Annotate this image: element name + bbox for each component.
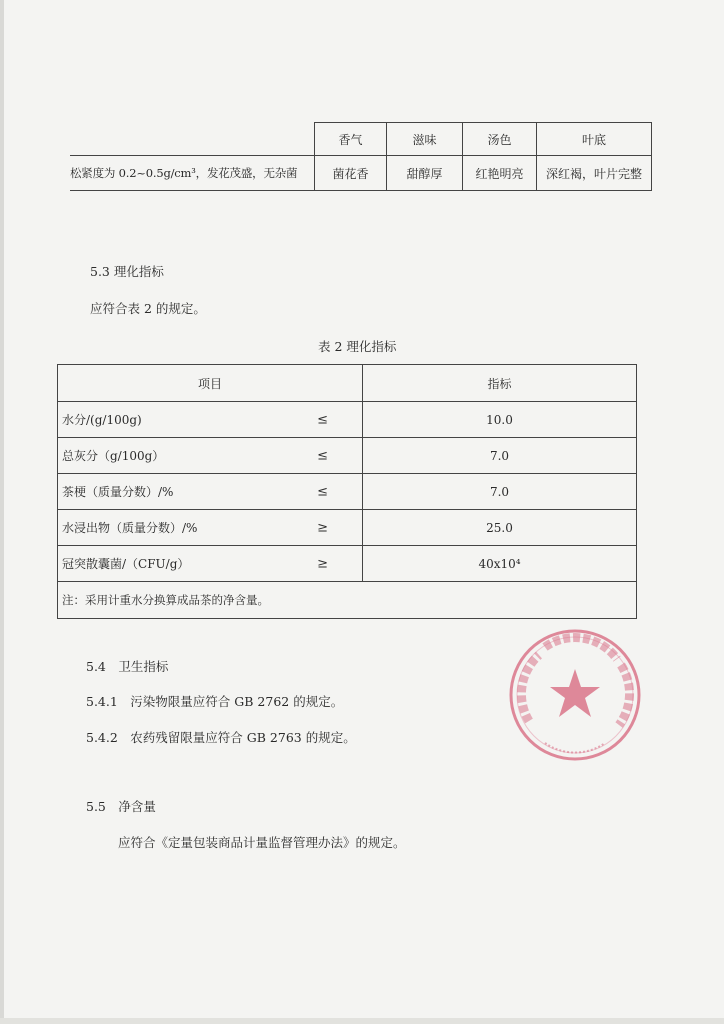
header-liquor-color: 汤色 bbox=[463, 123, 537, 156]
table-cell-empty bbox=[70, 123, 315, 156]
appearance-cell: 松紧度为 0.2~0.5g/cm³，发花茂盛，无杂菌 bbox=[70, 156, 315, 191]
row-item bbox=[58, 546, 363, 582]
table-row bbox=[58, 510, 637, 546]
operator: ≥ bbox=[317, 520, 328, 535]
row-value: 7.0 bbox=[363, 438, 637, 474]
section-5-3-heading: 5.3 理化指标 bbox=[90, 264, 164, 279]
liquor-color-value: 红艳明亮 bbox=[463, 156, 537, 191]
table-note: 注：采用计重水分换算成品茶的净含量。 bbox=[58, 582, 637, 619]
row-item bbox=[58, 510, 363, 546]
operator: ≤ bbox=[317, 412, 328, 427]
row-item bbox=[58, 438, 363, 474]
section-5-4-heading: 5.4 卫生指标 bbox=[86, 659, 169, 674]
row-value: 7.0 bbox=[363, 474, 637, 510]
table-row bbox=[58, 546, 637, 582]
header-item: 项目 bbox=[58, 365, 363, 402]
table-note-row bbox=[58, 582, 637, 619]
header-taste: 滋味 bbox=[387, 123, 463, 156]
header-value: 指标 bbox=[363, 365, 637, 402]
table2-caption: 表 2 理化指标 bbox=[318, 339, 397, 354]
scan-edge-bottom bbox=[0, 1018, 724, 1024]
row-item bbox=[58, 402, 363, 438]
row-item-label: 总灰分（g/100g） bbox=[62, 449, 165, 463]
sensory-table bbox=[70, 122, 652, 191]
section-5-3-text: 应符合表 2 的规定。 bbox=[90, 301, 206, 316]
row-value: 40x10⁴ bbox=[363, 546, 637, 582]
operator: ≤ bbox=[317, 484, 328, 499]
table-row bbox=[70, 156, 652, 191]
row-item-label: 茶梗（质量分数）/% bbox=[62, 485, 174, 499]
section-5-5-heading: 5.5 净含量 bbox=[86, 799, 156, 814]
operator: ≥ bbox=[317, 556, 328, 571]
row-item-label: 水浸出物（质量分数）/% bbox=[62, 521, 198, 535]
section-5-5-text: 应符合《定量包装商品计量监督管理办法》的规定。 bbox=[118, 835, 406, 850]
operator: ≤ bbox=[317, 448, 328, 463]
table-row bbox=[70, 123, 652, 156]
header-leaf-base: 叶底 bbox=[537, 123, 652, 156]
physicochemical-table bbox=[57, 364, 637, 619]
row-item-label: 水分/(g/100g) bbox=[62, 413, 142, 427]
section-5-4-1: 5.4.1 污染物限量应符合 GB 2762 的规定。 bbox=[86, 694, 344, 709]
table-row bbox=[58, 474, 637, 510]
scan-edge bbox=[0, 0, 4, 1024]
taste-value: 甜醇厚 bbox=[387, 156, 463, 191]
section-5-4-2: 5.4.2 农药残留限量应符合 GB 2763 的规定。 bbox=[86, 730, 356, 745]
row-value: 25.0 bbox=[363, 510, 637, 546]
row-item-label: 冠突散囊菌/（CFU/g） bbox=[62, 557, 190, 571]
aroma-value: 菌花香 bbox=[315, 156, 387, 191]
row-item bbox=[58, 474, 363, 510]
table-header-row bbox=[58, 365, 637, 402]
table-row bbox=[58, 438, 637, 474]
official-seal-stamp bbox=[505, 625, 645, 765]
header-aroma: 香气 bbox=[315, 123, 387, 156]
row-value: 10.0 bbox=[363, 402, 637, 438]
leaf-base-value: 深红褐，叶片完整 bbox=[537, 156, 652, 191]
table-row bbox=[58, 402, 637, 438]
